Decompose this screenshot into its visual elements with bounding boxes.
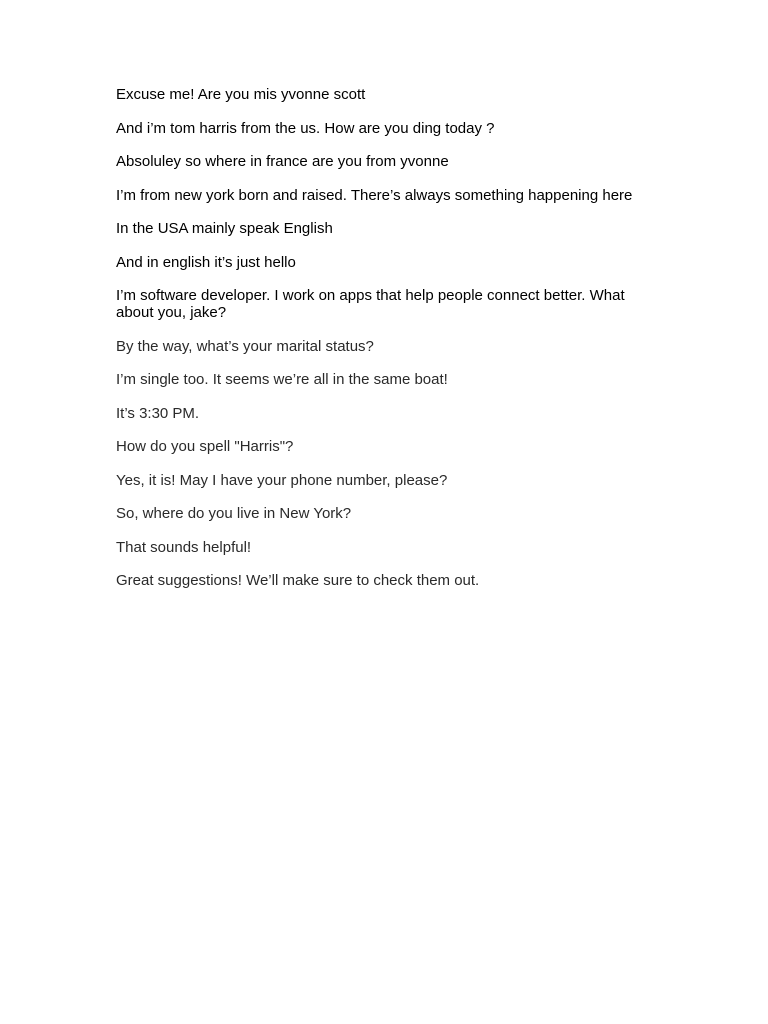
paragraph-line: I’m from new york born and raised. There’s always something happening here <box>116 186 633 204</box>
paragraph-line: Absoluley so where in france are you from yvonne <box>116 153 449 170</box>
paragraph-line: Yes, it is! May I have your phone number, please? <box>116 471 448 489</box>
paragraph-line: How do you spell "Harris"? <box>116 438 294 455</box>
paragraph-line: I’m single too. It seems we’re all in the same boat! <box>116 371 448 388</box>
paragraph-line: It’s 3:30 PM. <box>116 404 200 422</box>
paragraph-line: In the USA mainly speak English <box>116 220 333 237</box>
paragraph-line: Excuse me! Are you mis yvonne scott <box>116 86 366 103</box>
paragraph-line: I’m software developer. I work on apps that help people connect better. What about you, jake? <box>116 287 625 321</box>
paragraph-line: Great suggestions! We’ll make sure to check them out. <box>116 572 480 589</box>
paragraph-line: That sounds helpful! <box>116 538 252 556</box>
document-body <box>116 86 656 606</box>
paragraph-line: So, where do you live in New York? <box>116 505 352 522</box>
paragraph-line: And i’m tom harris from the us. How are you ding today ? <box>116 119 495 137</box>
paragraph-line: And in english it’s just hello <box>116 253 296 271</box>
paragraph-line: By the way, what’s your marital status? <box>116 337 374 355</box>
